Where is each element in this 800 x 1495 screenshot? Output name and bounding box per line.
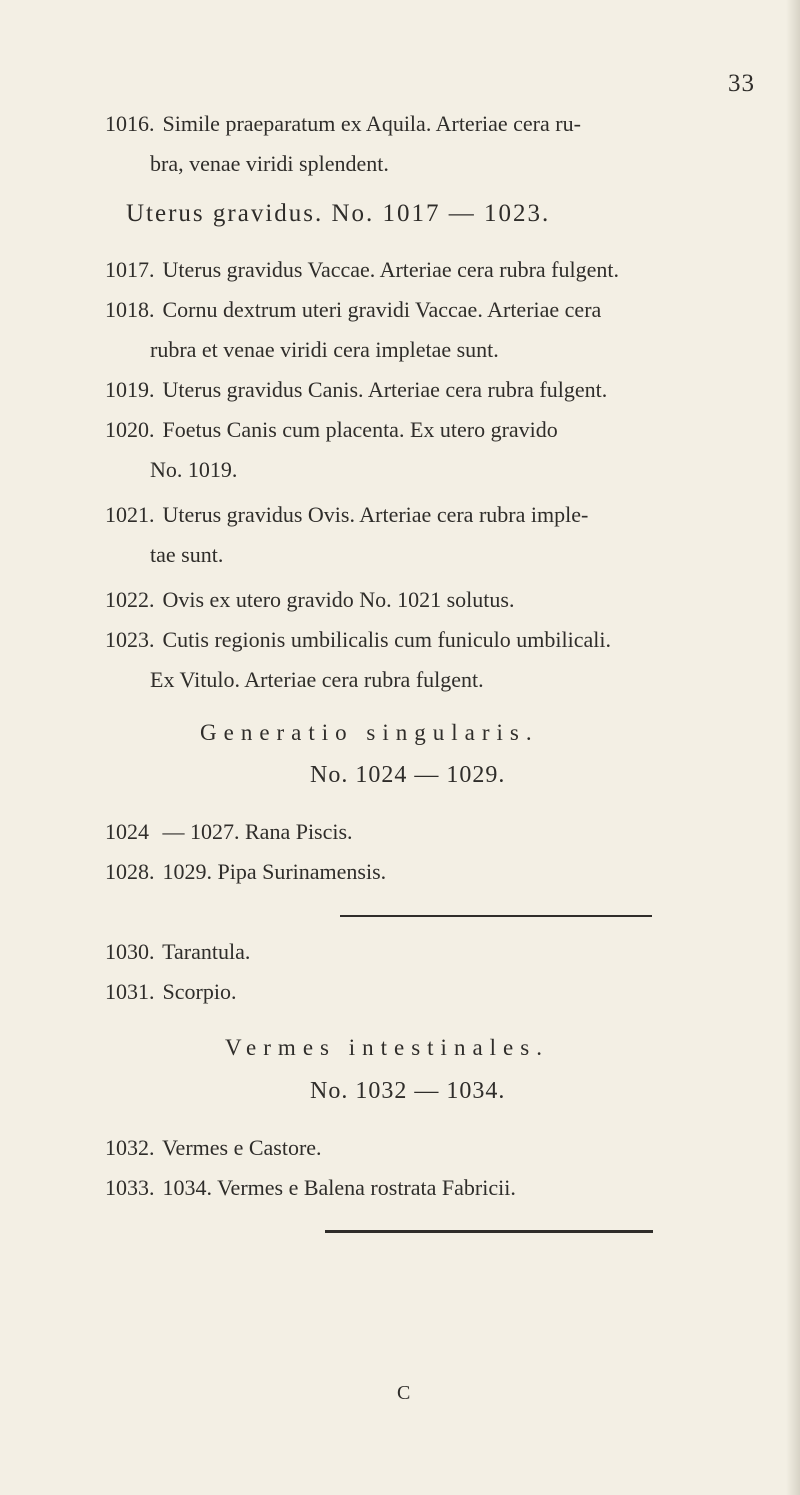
section-range-generatio: No. 1024 — 1029. [310, 762, 506, 788]
entry-1016 [105, 104, 785, 144]
section-range-vermes: No. 1032 — 1034. [310, 1078, 506, 1104]
entry-1017 [105, 250, 785, 290]
entry-text: Ovis ex utero gravido No. 1021 solutus. [162, 587, 515, 612]
entry-number: 1024 [105, 819, 149, 844]
entry-number: 1031. [105, 979, 155, 1004]
entry-number: 1018. [105, 297, 155, 322]
entry-1031 [105, 972, 785, 1012]
entry-number: 1020. [105, 417, 155, 442]
section-heading-vermes: Vermes intestinales. [225, 1035, 549, 1060]
entry-number: 1032. [105, 1135, 155, 1160]
entry-1021 [105, 495, 785, 535]
entry-text: Uterus gravidus Canis. Arteriae cera rubra fulgent. [162, 377, 608, 402]
entry-text: Cornu dextrum uteri gravidi Vaccae. Arteriae cera [162, 297, 602, 322]
signature-mark: C [397, 1382, 411, 1404]
entry-number: 1023. [105, 627, 155, 652]
entry-1030 [105, 932, 785, 972]
page-edge [786, 0, 800, 1495]
entry-continuation: bra, venae viridi splendent. [150, 151, 389, 176]
entry-number: 1017. [105, 257, 155, 282]
entry-text: Vermes e Castore. [162, 1135, 322, 1160]
entry-continuation: No. 1019. [150, 457, 238, 482]
page-number: 33 [728, 70, 755, 97]
entry-1020 [105, 410, 785, 450]
entry-text: Uterus gravidus Ovis. Arteriae cera rubra imple- [162, 502, 589, 527]
entry-text: Uterus gravidus Vaccae. Arteriae cera rubra fulgent. [162, 257, 619, 282]
divider-rule [340, 915, 652, 917]
entry-number: 1016. [105, 111, 155, 136]
divider-rule [325, 1230, 653, 1233]
entry-continuation: rubra et venae viridi cera impletae sunt. [150, 337, 499, 362]
entry-text: Tarantula. [162, 939, 251, 964]
entry-number: 1033. [105, 1175, 155, 1200]
entry-continuation: Ex Vitulo. Arteriae cera rubra fulgent. [150, 667, 484, 692]
entry-text: Foetus Canis cum placenta. Ex utero gravido [162, 417, 558, 442]
entry-text: Cutis regionis umbilicalis cum funiculo umbilicali. [162, 627, 611, 652]
entry-1024 [105, 812, 785, 852]
entry-text: Scorpio. [162, 979, 237, 1004]
entry-1022 [105, 580, 785, 620]
entry-1032 [105, 1128, 785, 1168]
section-heading-generatio: Generatio singularis. [200, 720, 539, 745]
entry-1033 [105, 1168, 785, 1208]
section-heading-uterus: Uterus gravidus. No. 1017 — 1023. [126, 200, 551, 227]
entry-text: Simile praeparatum ex Aquila. Arteriae cera ru- [162, 111, 581, 136]
entry-1028 [105, 852, 785, 892]
entry-text: 1029. Pipa Surinamensis. [162, 859, 387, 884]
entry-continuation: tae sunt. [150, 542, 224, 567]
entry-number: 1030. [105, 939, 155, 964]
entry-1023 [105, 620, 785, 660]
entry-text: 1034. Vermes e Balena rostrata Fabricii. [162, 1175, 516, 1200]
entry-number: 1019. [105, 377, 155, 402]
entry-number: 1021. [105, 502, 155, 527]
entry-1019 [105, 370, 785, 410]
entry-number: 1022. [105, 587, 155, 612]
entry-1018 [105, 290, 785, 330]
entry-text: — 1027. Rana Piscis. [162, 819, 353, 844]
entry-number: 1028. [105, 859, 155, 884]
